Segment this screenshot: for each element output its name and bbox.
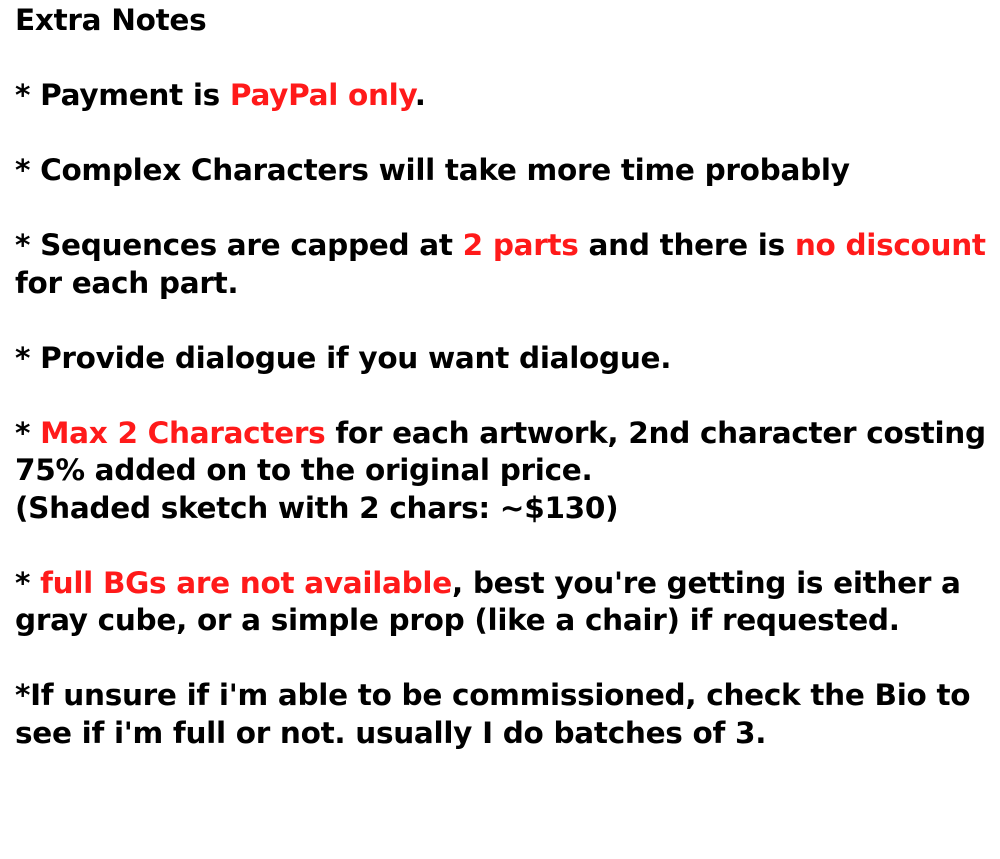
page-title: Extra Notes <box>15 3 207 37</box>
note-text: * Sequences are capped at <box>15 228 463 262</box>
highlight-text: no discount <box>794 228 986 262</box>
note-dialogue <box>15 340 995 378</box>
highlight-text: 2 parts <box>462 228 579 262</box>
note-text: for each artwork, 2nd character costing 75% added on to the original price. <box>15 415 986 487</box>
note-list <box>15 77 995 752</box>
note-complex-characters <box>15 152 995 190</box>
note-sequences <box>15 227 995 302</box>
highlight-text: Max 2 Characters <box>40 415 326 450</box>
note-text: for each part. <box>15 265 239 300</box>
note-text: and there is <box>578 228 795 262</box>
note-text: . <box>414 78 426 112</box>
notes-document <box>15 2 995 790</box>
note-text: * Provide dialogue if you want dialogue. <box>15 340 672 375</box>
note-text: (Shaded sketch with 2 chars: ~$130) <box>15 490 619 525</box>
note-text: * Complex Characters will take more time probably <box>15 153 850 187</box>
note-text: * Payment is <box>15 78 230 112</box>
note-backgrounds <box>15 565 995 640</box>
highlight-text: PayPal only <box>229 78 415 112</box>
highlight-text: full BGs are not available <box>40 565 452 600</box>
note-text: * <box>15 565 41 600</box>
note-payment <box>15 77 995 115</box>
note-text: , best you're getting is either a gray cube, or a simple prop (like a chair) if requested. <box>15 565 961 637</box>
note-availability <box>15 677 995 752</box>
note-max-characters <box>15 415 995 528</box>
note-text: * <box>15 415 41 450</box>
note-text: *If unsure if i'm able to be commissioned, check the Bio to see if i'm full or not. usually I do batches of 3. <box>15 678 971 750</box>
